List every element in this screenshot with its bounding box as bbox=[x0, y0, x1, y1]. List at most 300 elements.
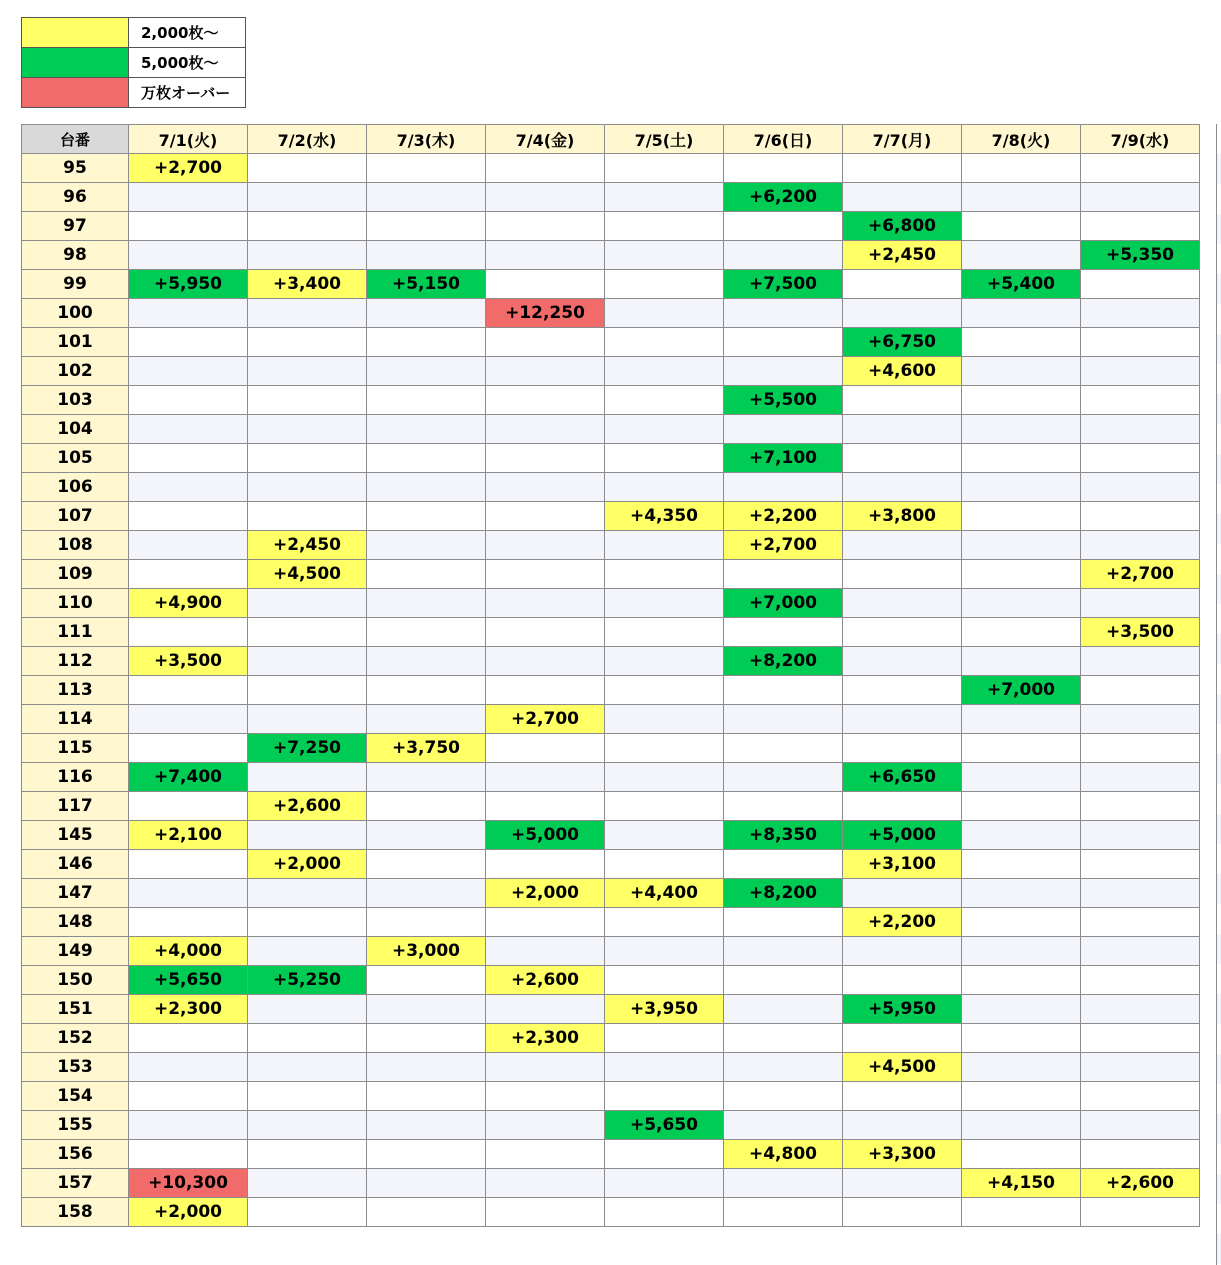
result-cell bbox=[248, 299, 367, 328]
result-cell bbox=[129, 792, 248, 821]
result-cell bbox=[605, 1140, 724, 1169]
result-cell bbox=[724, 1198, 843, 1227]
result-cell bbox=[962, 850, 1081, 879]
result-cell bbox=[843, 879, 962, 908]
result-cell bbox=[1081, 763, 1200, 792]
table-row bbox=[22, 241, 1200, 270]
result-cell bbox=[962, 1140, 1081, 1169]
result-cell bbox=[486, 618, 605, 647]
result-cell bbox=[367, 618, 486, 647]
result-cell bbox=[1081, 502, 1200, 531]
result-cell bbox=[486, 1169, 605, 1198]
result-cell bbox=[962, 415, 1081, 444]
table-row bbox=[22, 879, 1200, 908]
date-header: 7/8(火) bbox=[962, 125, 1081, 154]
result-cell bbox=[367, 328, 486, 357]
result-cell bbox=[843, 531, 962, 560]
table-row bbox=[22, 850, 1200, 879]
result-cell bbox=[248, 589, 367, 618]
result-cell bbox=[1081, 647, 1200, 676]
result-cell: +2,450 bbox=[248, 531, 367, 560]
table-row bbox=[22, 676, 1200, 705]
result-cell bbox=[1081, 328, 1200, 357]
result-cell bbox=[962, 357, 1081, 386]
result-cell bbox=[724, 1024, 843, 1053]
result-cell bbox=[248, 183, 367, 212]
result-cell: +2,100 bbox=[129, 821, 248, 850]
date-header: 7/7(月) bbox=[843, 125, 962, 154]
machine-number: 155 bbox=[22, 1111, 129, 1140]
table-row bbox=[22, 618, 1200, 647]
result-cell bbox=[367, 241, 486, 270]
legend-row bbox=[22, 78, 246, 108]
result-cell bbox=[962, 212, 1081, 241]
result-cell: +4,400 bbox=[605, 879, 724, 908]
result-cell bbox=[129, 531, 248, 560]
result-cell bbox=[248, 386, 367, 415]
result-cell bbox=[129, 1053, 248, 1082]
result-cell bbox=[248, 1111, 367, 1140]
result-cell: +5,650 bbox=[605, 1111, 724, 1140]
result-cell bbox=[605, 1024, 724, 1053]
result-cell bbox=[724, 618, 843, 647]
machine-number-header: 台番 bbox=[22, 125, 129, 154]
result-cell: +8,200 bbox=[724, 879, 843, 908]
result-cell bbox=[1081, 1111, 1200, 1140]
result-cell bbox=[248, 415, 367, 444]
result-cell bbox=[248, 154, 367, 183]
result-cell: +6,750 bbox=[843, 328, 962, 357]
header-row bbox=[22, 125, 1200, 154]
result-cell bbox=[248, 1024, 367, 1053]
result-cell bbox=[962, 821, 1081, 850]
table-row bbox=[22, 821, 1200, 850]
result-cell bbox=[248, 676, 367, 705]
result-cell: +3,800 bbox=[843, 502, 962, 531]
result-cell bbox=[1081, 270, 1200, 299]
result-cell bbox=[486, 386, 605, 415]
date-header: 7/3(木) bbox=[367, 125, 486, 154]
result-cell bbox=[843, 792, 962, 821]
result-cell bbox=[1081, 966, 1200, 995]
result-cell bbox=[724, 1169, 843, 1198]
result-cell bbox=[605, 937, 724, 966]
result-cell bbox=[486, 908, 605, 937]
result-cell bbox=[962, 560, 1081, 589]
result-cell bbox=[1081, 183, 1200, 212]
result-cell: +6,200 bbox=[724, 183, 843, 212]
result-cell bbox=[129, 1082, 248, 1111]
table-row bbox=[22, 705, 1200, 734]
result-cell bbox=[724, 966, 843, 995]
machine-number: 150 bbox=[22, 966, 129, 995]
result-cell bbox=[962, 1082, 1081, 1111]
result-cell bbox=[605, 531, 724, 560]
result-cell bbox=[724, 328, 843, 357]
result-cell bbox=[486, 1082, 605, 1111]
result-cell bbox=[605, 705, 724, 734]
result-cell bbox=[367, 1169, 486, 1198]
table-row bbox=[22, 531, 1200, 560]
result-cell bbox=[367, 1053, 486, 1082]
result-cell bbox=[248, 473, 367, 502]
result-cell bbox=[605, 966, 724, 995]
machine-number: 103 bbox=[22, 386, 129, 415]
result-cell bbox=[843, 1169, 962, 1198]
result-cell bbox=[486, 473, 605, 502]
result-cell bbox=[843, 676, 962, 705]
result-cell bbox=[962, 879, 1081, 908]
result-cell: +3,300 bbox=[843, 1140, 962, 1169]
result-cell bbox=[129, 676, 248, 705]
result-cell bbox=[843, 1198, 962, 1227]
result-cell: +5,950 bbox=[129, 270, 248, 299]
legend-row bbox=[22, 48, 246, 78]
result-cell: +5,000 bbox=[843, 821, 962, 850]
result-cell bbox=[367, 531, 486, 560]
next-column-edge bbox=[1216, 124, 1221, 1265]
result-cell bbox=[843, 415, 962, 444]
result-cell bbox=[843, 299, 962, 328]
result-cell bbox=[486, 1053, 605, 1082]
result-cell bbox=[724, 792, 843, 821]
result-cell bbox=[367, 966, 486, 995]
result-cell bbox=[248, 241, 367, 270]
result-cell: +2,700 bbox=[129, 154, 248, 183]
result-cell bbox=[486, 328, 605, 357]
result-cell bbox=[486, 937, 605, 966]
result-cell: +12,250 bbox=[486, 299, 605, 328]
result-cell bbox=[248, 618, 367, 647]
result-cell: +3,000 bbox=[367, 937, 486, 966]
result-cell bbox=[1081, 995, 1200, 1024]
result-cell bbox=[1081, 1053, 1200, 1082]
machine-number: 111 bbox=[22, 618, 129, 647]
result-cell bbox=[248, 1140, 367, 1169]
result-cell bbox=[605, 1053, 724, 1082]
result-cell bbox=[367, 212, 486, 241]
result-cell bbox=[129, 560, 248, 589]
result-cell: +7,000 bbox=[724, 589, 843, 618]
result-cell bbox=[129, 183, 248, 212]
result-cell: +8,350 bbox=[724, 821, 843, 850]
date-header: 7/6(日) bbox=[724, 125, 843, 154]
legend-swatch-green bbox=[22, 48, 129, 78]
result-cell bbox=[486, 850, 605, 879]
result-cell bbox=[367, 589, 486, 618]
table-row bbox=[22, 792, 1200, 821]
machine-number: 147 bbox=[22, 879, 129, 908]
result-cell bbox=[724, 734, 843, 763]
result-cell: +2,300 bbox=[129, 995, 248, 1024]
result-cell: +2,450 bbox=[843, 241, 962, 270]
result-cell bbox=[605, 734, 724, 763]
result-cell bbox=[605, 328, 724, 357]
machine-number: 156 bbox=[22, 1140, 129, 1169]
result-cell bbox=[367, 154, 486, 183]
result-cell: +5,000 bbox=[486, 821, 605, 850]
result-cell bbox=[962, 154, 1081, 183]
result-cell bbox=[724, 995, 843, 1024]
result-cell bbox=[605, 212, 724, 241]
result-cell bbox=[367, 676, 486, 705]
result-cell bbox=[1081, 1082, 1200, 1111]
result-cell bbox=[605, 270, 724, 299]
result-cell bbox=[843, 444, 962, 473]
result-cell bbox=[605, 1082, 724, 1111]
result-cell bbox=[486, 1111, 605, 1140]
machine-number: 145 bbox=[22, 821, 129, 850]
result-cell: +3,100 bbox=[843, 850, 962, 879]
result-cell bbox=[962, 966, 1081, 995]
result-cell: +5,400 bbox=[962, 270, 1081, 299]
machine-number: 153 bbox=[22, 1053, 129, 1082]
result-cell bbox=[724, 850, 843, 879]
result-cell bbox=[129, 502, 248, 531]
result-cell bbox=[367, 299, 486, 328]
result-cell bbox=[605, 357, 724, 386]
result-cell bbox=[248, 937, 367, 966]
machine-number: 146 bbox=[22, 850, 129, 879]
machine-number: 151 bbox=[22, 995, 129, 1024]
result-cell: +10,300 bbox=[129, 1169, 248, 1198]
result-cell: +5,350 bbox=[1081, 241, 1200, 270]
result-cell bbox=[605, 560, 724, 589]
table-row bbox=[22, 502, 1200, 531]
table-body bbox=[22, 154, 1200, 1227]
result-cell bbox=[724, 415, 843, 444]
table-row bbox=[22, 1169, 1200, 1198]
result-cell bbox=[367, 995, 486, 1024]
machine-number: 96 bbox=[22, 183, 129, 212]
result-cell bbox=[367, 1111, 486, 1140]
result-cell bbox=[248, 995, 367, 1024]
result-cell: +2,300 bbox=[486, 1024, 605, 1053]
result-cell bbox=[605, 241, 724, 270]
result-cell bbox=[367, 1198, 486, 1227]
result-cell bbox=[248, 763, 367, 792]
table-row bbox=[22, 1082, 1200, 1111]
result-cell: +4,900 bbox=[129, 589, 248, 618]
result-cell bbox=[724, 1053, 843, 1082]
result-cell bbox=[129, 734, 248, 763]
result-cell bbox=[367, 705, 486, 734]
result-cell bbox=[1081, 415, 1200, 444]
result-cell bbox=[486, 676, 605, 705]
result-cell bbox=[129, 473, 248, 502]
result-cell bbox=[129, 879, 248, 908]
result-cell bbox=[1081, 1140, 1200, 1169]
table-row bbox=[22, 154, 1200, 183]
result-cell bbox=[367, 763, 486, 792]
result-cell bbox=[962, 908, 1081, 937]
machine-number: 114 bbox=[22, 705, 129, 734]
results-table bbox=[21, 124, 1200, 1227]
table-row bbox=[22, 357, 1200, 386]
result-cell bbox=[843, 1024, 962, 1053]
result-cell bbox=[843, 473, 962, 502]
machine-number: 152 bbox=[22, 1024, 129, 1053]
result-cell: +7,500 bbox=[724, 270, 843, 299]
result-cell bbox=[605, 618, 724, 647]
result-cell bbox=[605, 647, 724, 676]
result-cell bbox=[248, 908, 367, 937]
result-cell: +5,500 bbox=[724, 386, 843, 415]
result-cell bbox=[367, 647, 486, 676]
result-cell bbox=[248, 502, 367, 531]
result-cell bbox=[724, 241, 843, 270]
result-cell bbox=[962, 937, 1081, 966]
result-cell bbox=[605, 1169, 724, 1198]
result-cell bbox=[367, 821, 486, 850]
result-cell bbox=[367, 444, 486, 473]
result-cell bbox=[724, 705, 843, 734]
result-cell bbox=[486, 183, 605, 212]
table-row bbox=[22, 589, 1200, 618]
table-row bbox=[22, 386, 1200, 415]
result-cell bbox=[248, 444, 367, 473]
result-cell: +2,000 bbox=[486, 879, 605, 908]
result-cell bbox=[843, 937, 962, 966]
result-cell bbox=[605, 908, 724, 937]
result-cell bbox=[129, 850, 248, 879]
result-cell: +3,750 bbox=[367, 734, 486, 763]
result-cell bbox=[129, 328, 248, 357]
result-cell bbox=[486, 154, 605, 183]
machine-number: 99 bbox=[22, 270, 129, 299]
table-row bbox=[22, 1111, 1200, 1140]
result-cell bbox=[962, 1111, 1081, 1140]
result-cell bbox=[129, 618, 248, 647]
result-cell bbox=[486, 995, 605, 1024]
result-cell bbox=[367, 415, 486, 444]
machine-number: 100 bbox=[22, 299, 129, 328]
machine-number: 149 bbox=[22, 937, 129, 966]
result-cell bbox=[1081, 1198, 1200, 1227]
result-cell: +2,600 bbox=[248, 792, 367, 821]
machine-number: 107 bbox=[22, 502, 129, 531]
result-cell bbox=[486, 792, 605, 821]
result-cell bbox=[962, 183, 1081, 212]
table-row bbox=[22, 966, 1200, 995]
table-row bbox=[22, 1198, 1200, 1227]
result-cell bbox=[962, 473, 1081, 502]
result-cell bbox=[1081, 212, 1200, 241]
result-cell: +5,150 bbox=[367, 270, 486, 299]
machine-number: 98 bbox=[22, 241, 129, 270]
date-header: 7/1(火) bbox=[129, 125, 248, 154]
result-cell: +2,000 bbox=[248, 850, 367, 879]
result-cell bbox=[486, 647, 605, 676]
result-cell bbox=[724, 357, 843, 386]
result-cell: +2,200 bbox=[724, 502, 843, 531]
result-cell bbox=[843, 560, 962, 589]
result-cell bbox=[367, 473, 486, 502]
legend-row bbox=[22, 18, 246, 48]
result-cell bbox=[129, 357, 248, 386]
result-cell bbox=[1081, 357, 1200, 386]
result-cell bbox=[962, 444, 1081, 473]
result-cell bbox=[248, 1082, 367, 1111]
result-cell bbox=[843, 183, 962, 212]
result-cell bbox=[605, 154, 724, 183]
result-cell bbox=[486, 589, 605, 618]
result-cell bbox=[486, 241, 605, 270]
result-cell bbox=[486, 1198, 605, 1227]
result-cell bbox=[724, 560, 843, 589]
result-cell: +3,400 bbox=[248, 270, 367, 299]
result-cell bbox=[605, 299, 724, 328]
result-cell bbox=[724, 299, 843, 328]
result-cell bbox=[843, 270, 962, 299]
result-cell bbox=[367, 1024, 486, 1053]
result-cell bbox=[843, 705, 962, 734]
result-cell bbox=[1081, 473, 1200, 502]
result-cell bbox=[1081, 589, 1200, 618]
result-cell bbox=[962, 241, 1081, 270]
legend-swatch-yellow bbox=[22, 18, 129, 48]
machine-number: 97 bbox=[22, 212, 129, 241]
result-cell: +7,400 bbox=[129, 763, 248, 792]
result-cell bbox=[605, 763, 724, 792]
result-cell bbox=[1081, 792, 1200, 821]
result-cell bbox=[1081, 676, 1200, 705]
result-cell bbox=[367, 850, 486, 879]
result-cell bbox=[248, 647, 367, 676]
result-cell: +6,800 bbox=[843, 212, 962, 241]
legend-label: 5,000枚～ bbox=[129, 48, 246, 78]
table-row bbox=[22, 299, 1200, 328]
result-cell bbox=[605, 415, 724, 444]
result-cell bbox=[962, 531, 1081, 560]
result-cell bbox=[1081, 1024, 1200, 1053]
result-cell bbox=[1081, 937, 1200, 966]
result-cell bbox=[129, 299, 248, 328]
machine-number: 115 bbox=[22, 734, 129, 763]
result-cell bbox=[486, 502, 605, 531]
result-cell bbox=[962, 792, 1081, 821]
result-cell bbox=[367, 560, 486, 589]
result-cell bbox=[605, 386, 724, 415]
machine-number: 113 bbox=[22, 676, 129, 705]
result-cell bbox=[248, 212, 367, 241]
legend-label: 2,000枚～ bbox=[129, 18, 246, 48]
result-cell bbox=[605, 792, 724, 821]
result-cell bbox=[962, 328, 1081, 357]
result-cell bbox=[962, 1198, 1081, 1227]
date-header: 7/9(水) bbox=[1081, 125, 1200, 154]
result-cell bbox=[486, 212, 605, 241]
result-cell: +4,150 bbox=[962, 1169, 1081, 1198]
result-cell bbox=[605, 473, 724, 502]
machine-number: 158 bbox=[22, 1198, 129, 1227]
result-cell: +4,800 bbox=[724, 1140, 843, 1169]
result-cell: +5,950 bbox=[843, 995, 962, 1024]
result-cell bbox=[962, 647, 1081, 676]
result-cell bbox=[724, 473, 843, 502]
result-cell bbox=[367, 386, 486, 415]
result-cell bbox=[367, 1082, 486, 1111]
machine-number: 101 bbox=[22, 328, 129, 357]
machine-number: 116 bbox=[22, 763, 129, 792]
result-cell bbox=[724, 676, 843, 705]
result-cell: +2,200 bbox=[843, 908, 962, 937]
result-cell bbox=[605, 589, 724, 618]
result-cell: +2,700 bbox=[486, 705, 605, 734]
machine-number: 154 bbox=[22, 1082, 129, 1111]
result-cell bbox=[724, 212, 843, 241]
legend-table bbox=[21, 17, 246, 108]
